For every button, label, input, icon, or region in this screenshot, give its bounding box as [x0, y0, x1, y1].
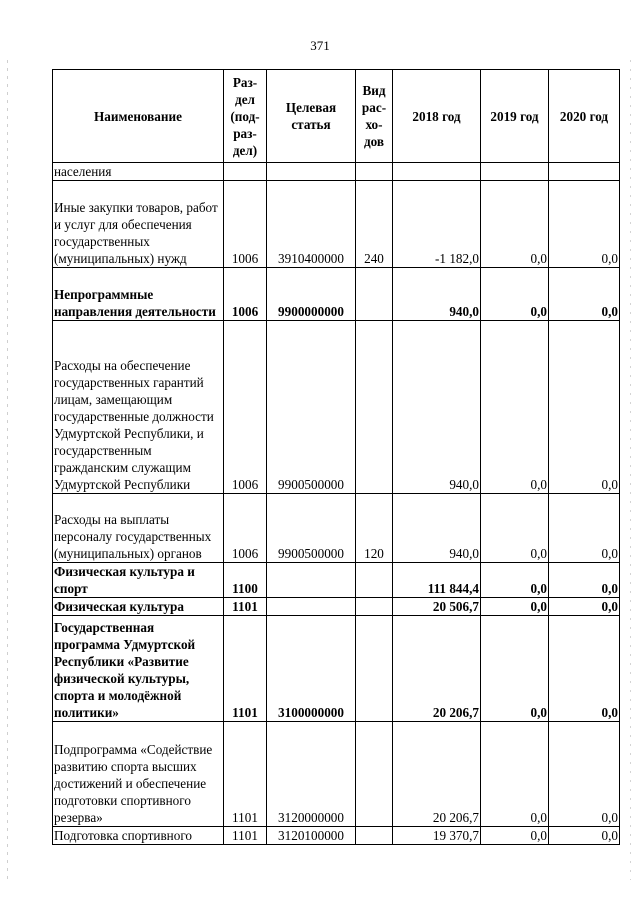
row-2020: 0,0: [549, 827, 620, 845]
row-target: 9900000000: [267, 268, 356, 321]
row-target: 3120100000: [267, 827, 356, 845]
header-expense: [356, 70, 393, 163]
row-name: Государственная программа Удмуртской Республики «Развитие физической культуры, спорта и молодёжной политики»: [53, 616, 224, 722]
table-row: [53, 827, 620, 845]
row-expense: [356, 163, 393, 181]
scan-edge-right: [630, 60, 631, 880]
row-target: [267, 163, 356, 181]
row-name: Подготовка спортивного: [53, 827, 224, 845]
row-target: 9900500000: [267, 321, 356, 494]
row-section: 1101: [224, 827, 267, 845]
header-target: [267, 70, 356, 163]
table-row: [53, 321, 620, 494]
row-2019: 0,0: [481, 181, 549, 268]
row-expense: [356, 563, 393, 598]
table-row: [53, 181, 620, 268]
row-2019: 0,0: [481, 563, 549, 598]
row-2019: 0,0: [481, 616, 549, 722]
header-2019: 2019 год: [481, 70, 549, 163]
row-name: Иные закупки товаров, работ и услуг для обеспечения государственных (муниципальных) нужд: [53, 181, 224, 268]
row-name: Расходы на выплаты персоналу государственных (муниципальных) органов: [53, 494, 224, 563]
row-2018: 20 206,7: [393, 616, 481, 722]
row-section: 1006: [224, 268, 267, 321]
row-target: [267, 563, 356, 598]
row-section: 1006: [224, 321, 267, 494]
row-section: 1101: [224, 722, 267, 827]
row-expense: [356, 827, 393, 845]
table-row: [53, 163, 620, 181]
row-2018: 111 844,4: [393, 563, 481, 598]
table-row: [53, 722, 620, 827]
row-target: [267, 598, 356, 616]
row-2018: 19 370,7: [393, 827, 481, 845]
row-name: Физическая культура: [53, 598, 224, 616]
row-2020: 0,0: [549, 494, 620, 563]
row-name: Физическая культура и спорт: [53, 563, 224, 598]
row-section: 1101: [224, 616, 267, 722]
row-2020: 0,0: [549, 181, 620, 268]
row-2020: 0,0: [549, 616, 620, 722]
row-name: Расходы на обеспечение государственных гарантий лицам, замещающим государственные должности Удмуртской Республики, и государственным гражданским служащим Удмуртской Республики: [53, 321, 224, 494]
row-expense: [356, 268, 393, 321]
row-2018: 940,0: [393, 494, 481, 563]
header-2020: 2020 год: [549, 70, 620, 163]
table-header-row: [53, 70, 620, 163]
budget-table: [52, 69, 620, 845]
row-2019: 0,0: [481, 321, 549, 494]
row-2018: 20 206,7: [393, 722, 481, 827]
row-section: [224, 163, 267, 181]
header-name: Наименование: [53, 70, 224, 163]
row-section: 1101: [224, 598, 267, 616]
row-target: 3120000000: [267, 722, 356, 827]
row-target: 3100000000: [267, 616, 356, 722]
row-2018: -1 182,0: [393, 181, 481, 268]
row-2020: 0,0: [549, 563, 620, 598]
table-row: [53, 616, 620, 722]
table-row: [53, 598, 620, 616]
header-section-text: Раз- дел (под- раз- дел): [230, 74, 260, 158]
row-expense: 240: [356, 181, 393, 268]
row-expense: [356, 722, 393, 827]
table-row: [53, 268, 620, 321]
row-2020: 0,0: [549, 268, 620, 321]
row-section: 1006: [224, 181, 267, 268]
row-2019: 0,0: [481, 722, 549, 827]
row-name: населения: [53, 163, 224, 181]
table-row: [53, 494, 620, 563]
row-2019: 0,0: [481, 494, 549, 563]
row-2020: 0,0: [549, 321, 620, 494]
row-2019: 0,0: [481, 598, 549, 616]
row-expense: [356, 321, 393, 494]
row-2019: 0,0: [481, 827, 549, 845]
row-name: Подпрограмма «Содействие развитию спорта высших достижений и обеспечение подготовки спортивного резерва»: [53, 722, 224, 827]
row-2018: 940,0: [393, 268, 481, 321]
row-2020: 0,0: [549, 598, 620, 616]
row-expense: [356, 598, 393, 616]
row-expense: 120: [356, 494, 393, 563]
row-target: 3910400000: [267, 181, 356, 268]
table-row: [53, 563, 620, 598]
row-target: 9900500000: [267, 494, 356, 563]
row-name: Непрограммные направления деятельности: [53, 268, 224, 321]
header-expense-text: Вид рас- хо- дов: [361, 83, 387, 149]
row-expense: [356, 616, 393, 722]
header-section: [224, 70, 267, 163]
row-2019: [481, 163, 549, 181]
row-2020: 0,0: [549, 722, 620, 827]
header-target-text: Целевая статья: [285, 100, 337, 132]
row-2020: [549, 163, 620, 181]
row-2018: 940,0: [393, 321, 481, 494]
row-2018: 20 506,7: [393, 598, 481, 616]
row-section: 1006: [224, 494, 267, 563]
row-section: 1100: [224, 563, 267, 598]
row-2018: [393, 163, 481, 181]
row-2019: 0,0: [481, 268, 549, 321]
header-2018: 2018 год: [393, 70, 481, 163]
page-number: 371: [310, 38, 330, 53]
scan-edge-left: [7, 60, 8, 880]
